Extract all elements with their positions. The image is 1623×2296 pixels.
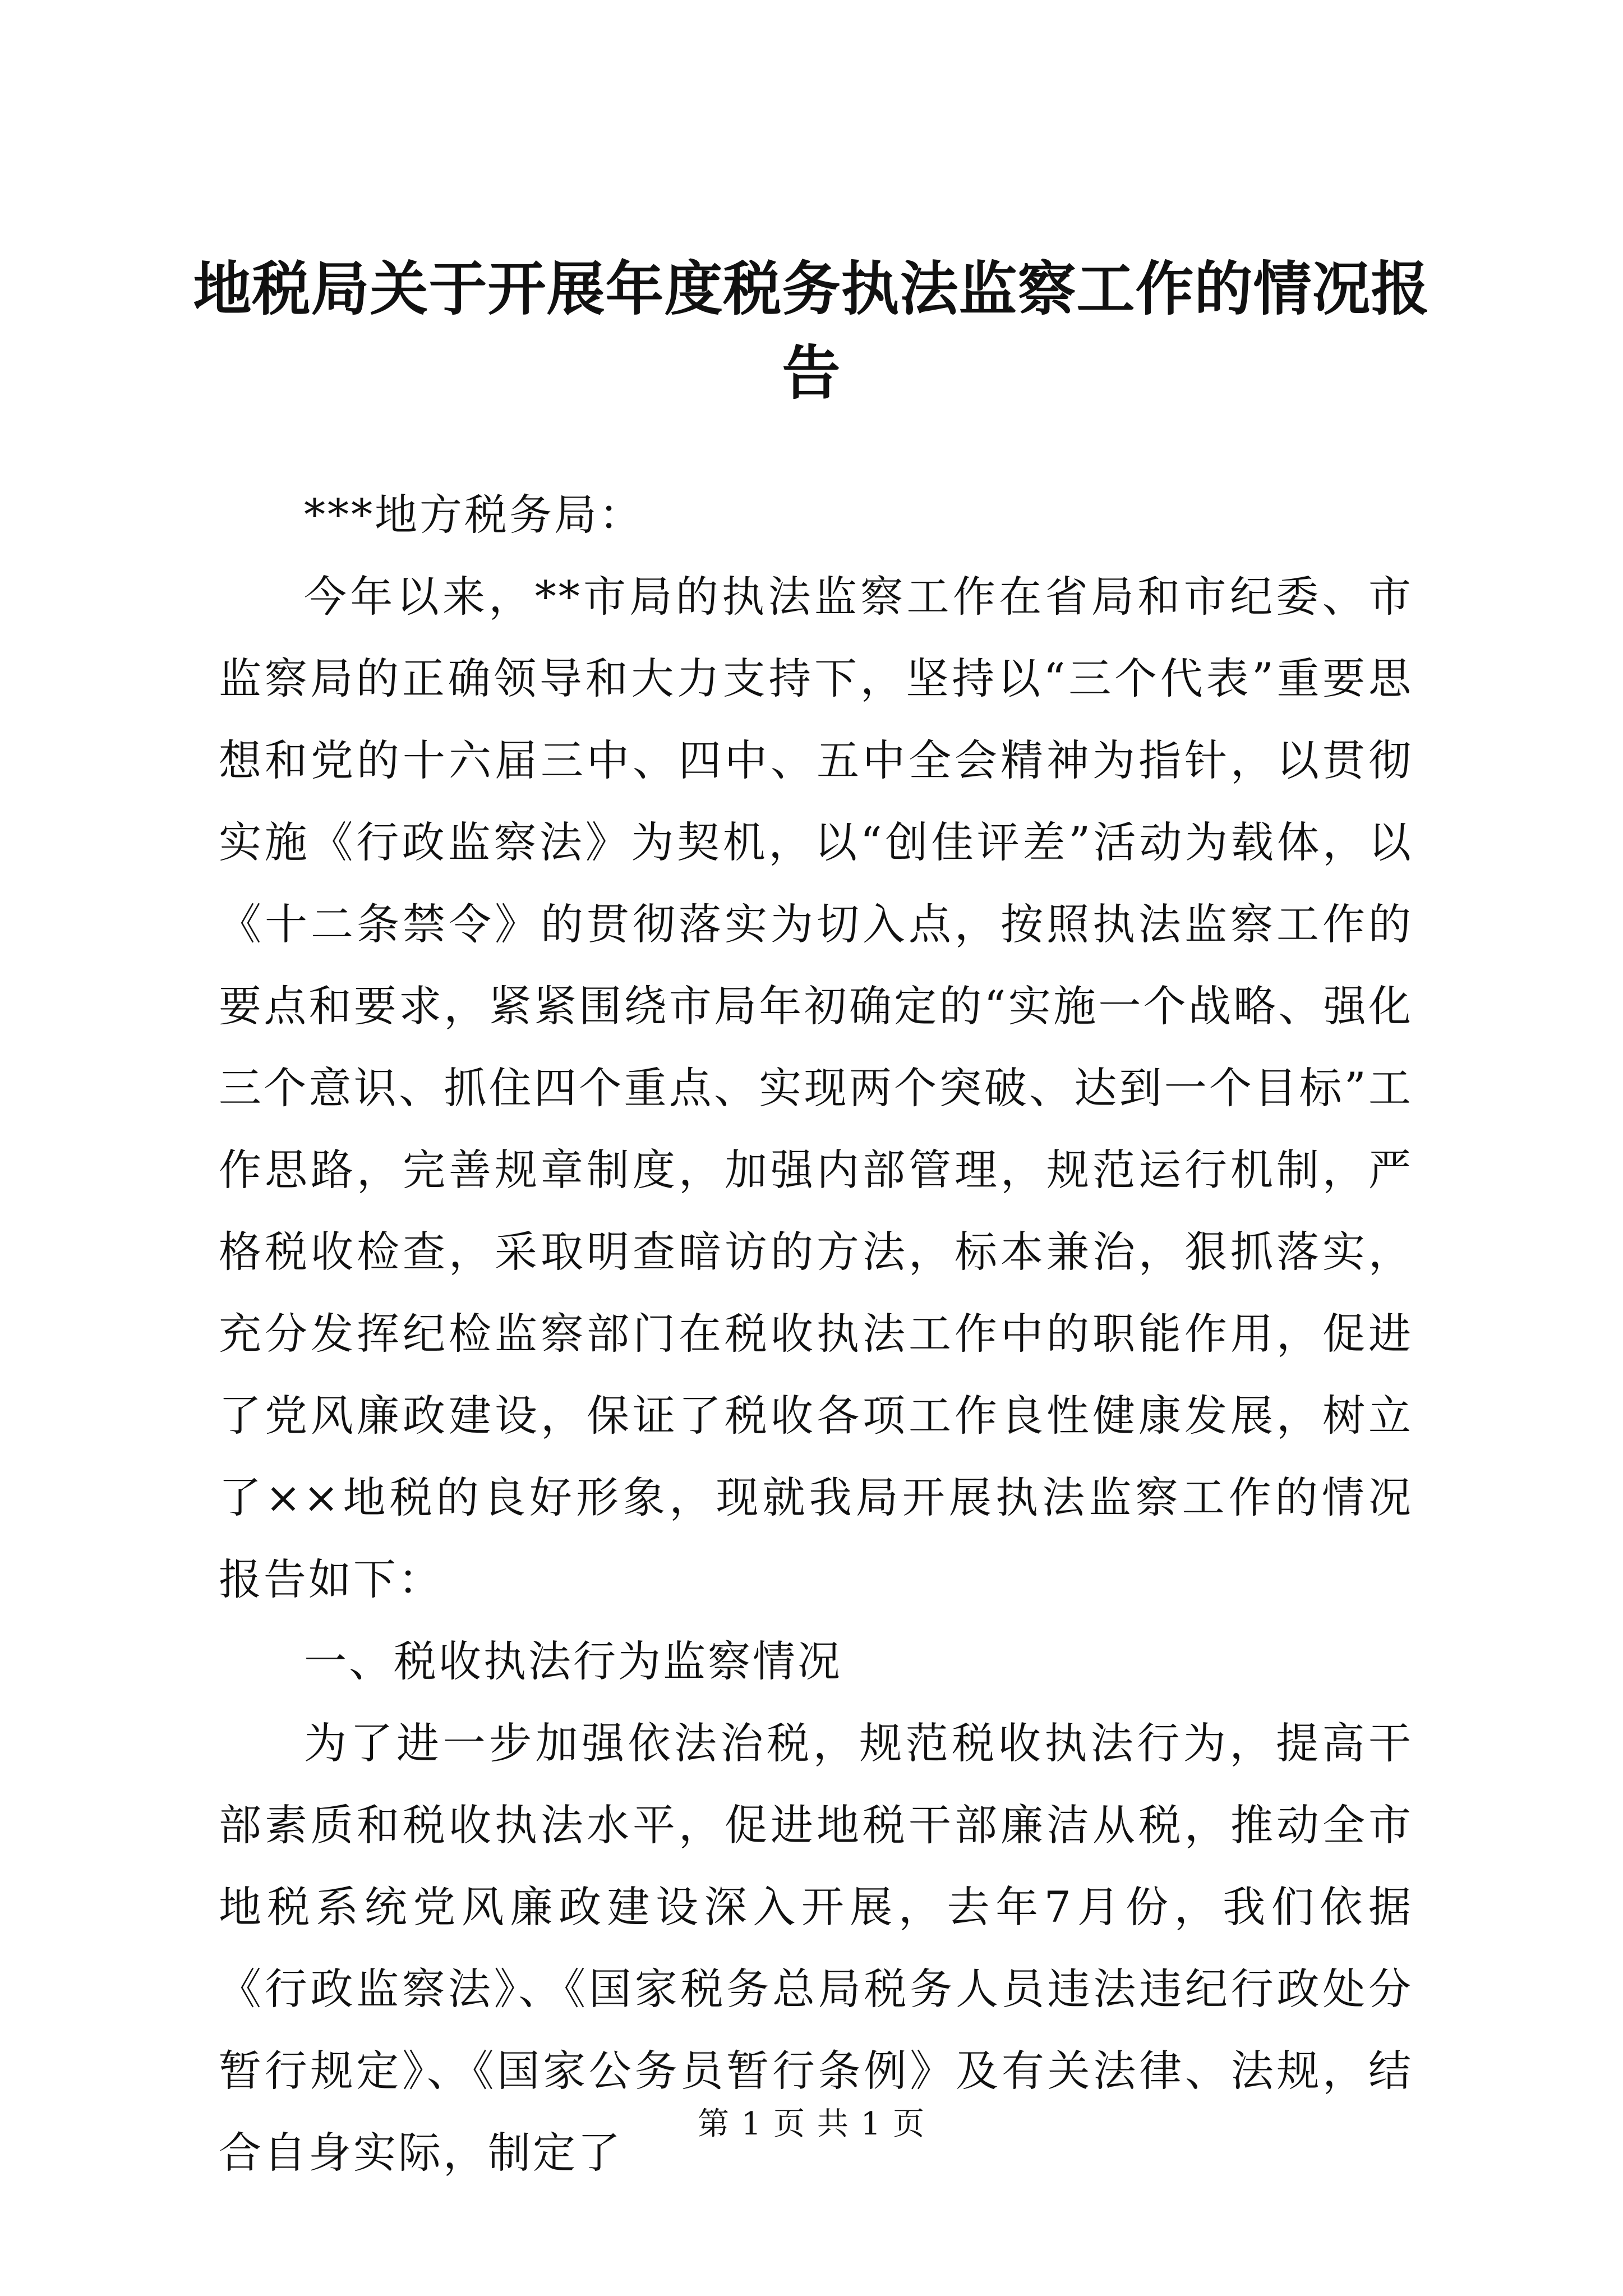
document-body xyxy=(219,474,1413,2194)
paragraph-intro: 今年以来，**市局的执法监察工作在省局和市纪委、市监察局的正确领导和大力支持下，坚持以“三个代表”重要思想和党的十六届三中、四中、五中全会精神为指针，以贯彻实施《行政监察法》为契机，以“创佳评差”活动为载体，以《十二条禁令》的贯彻落实为切入点，按照执法监察工作的要点和要求，紧紧围绕市局年初确定的“实施一个战略、强化三个意识、抓住四个重点、实现两个突破、达到一个目标”工作思路，完善规章制度，加强内部管理，规范运行机制，严格税收检查，采取明查暗访的方法，标本兼治，狠抓落实，充分发挥纪检监察部门在税收执法工作中的职能作用，促进了党风廉政建设，保证了税收各项工作良性健康发展，树立了××地税的良好形象，现就我局开展执法监察工作的情况报告如下： xyxy=(219,572,1413,1604)
salutation: ***地方税务局： xyxy=(304,490,644,540)
page-title: 地税局关于开展年度税务执法监察工作的情况报告 xyxy=(193,254,1430,407)
section-heading: 一、税收执法行为监察情况 xyxy=(304,1636,842,1686)
paragraph-section-one: 为了进一步加强依法治税，规范税收执法行为，提高干部素质和税收执法水平，促进地税干部廉洁从税，推动全市地税系统党风廉政建设深入开展，去年7月份，我们依据《行政监察法》、《国家税务总局税务人员违法违纪行政处分暂行规定》、《国家公务员暂行条例》及有关法律、法规，结合自身实际，制定了 xyxy=(219,1718,1413,2178)
page-footer: 第 1 页 共 1 页 xyxy=(697,2106,926,2142)
